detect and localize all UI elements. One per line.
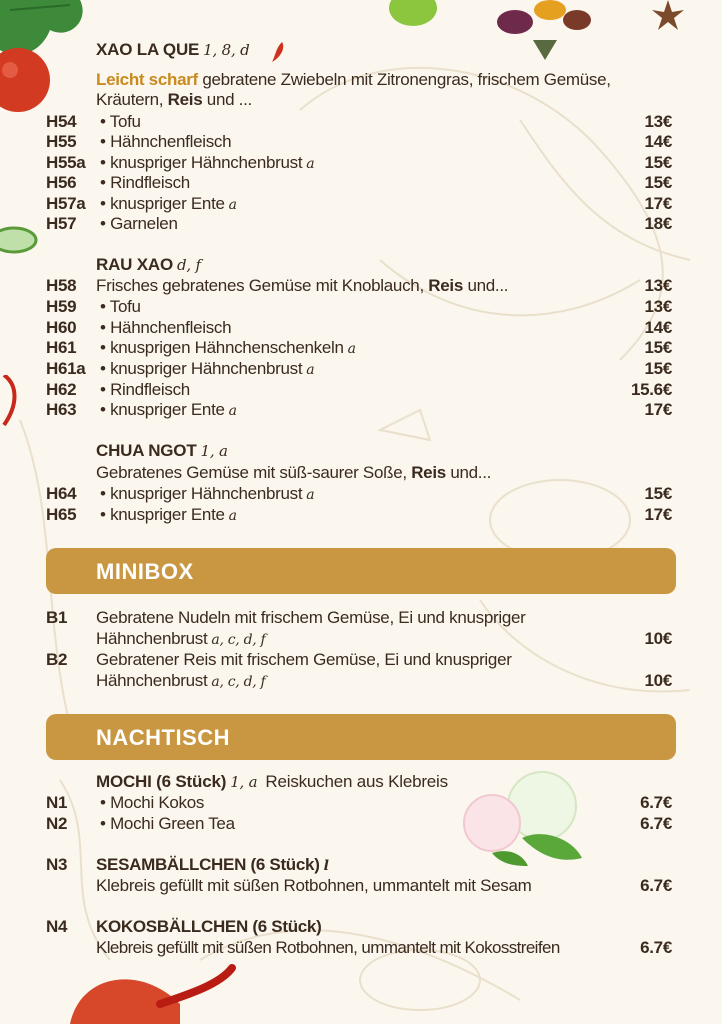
menu-item-H57a [0, 194, 722, 214]
item-name-text: • Rindfleisch [100, 380, 190, 399]
menu-item-B2 [0, 649, 722, 691]
menu-item-N4-title [0, 917, 722, 937]
item-price: 6.7€ [640, 938, 672, 957]
section-title-xao-la-que [96, 40, 250, 60]
item-name-text: • Hähnchenfleisch [100, 318, 232, 337]
allergen-codes: a, c, d, f [211, 632, 266, 648]
item-name [100, 297, 141, 317]
item-price: 6.7€ [640, 876, 672, 895]
chili-icon [268, 40, 288, 64]
item-name-text: • knuspriger Ente [100, 400, 225, 419]
menu-item-H61 [0, 338, 722, 358]
item-price: 15€ [644, 484, 672, 503]
description-text: Kräutern, [96, 90, 168, 109]
item-price: 17€ [644, 505, 672, 524]
item-price: 13€ [644, 112, 672, 131]
item-code: N2 [46, 814, 68, 833]
spicy-label: Leicht scharf [96, 70, 198, 89]
allergen-codes: 1, a [200, 442, 228, 460]
item-code: H54 [46, 112, 77, 131]
spices-illustration [485, 0, 605, 70]
allergen-codes: a [347, 341, 356, 357]
item-description-line: Hähnchenbrust [96, 671, 208, 690]
menu-item-H61a [0, 359, 722, 379]
star-anise-icon [648, 0, 688, 30]
description-text: und... [445, 463, 492, 482]
allergen-codes: d, f [177, 256, 201, 274]
section-banner-minibox [46, 548, 676, 594]
item-code: H63 [46, 400, 77, 419]
menu-item-N4-desc [0, 938, 722, 958]
allergen-codes: a [228, 508, 237, 524]
item-name-text: • knusprigen Hähnchenschenkeln [100, 338, 344, 357]
lime-illustration [385, 0, 445, 40]
item-name [100, 338, 356, 358]
item-code: B2 [46, 650, 68, 669]
menu-item-N2 [0, 814, 722, 834]
dish-title: RAU XAO [96, 255, 173, 274]
item-code: H64 [46, 484, 77, 503]
xao-la-que-description [96, 70, 611, 110]
item-code: B1 [46, 608, 68, 627]
menu-item-H54 [0, 112, 722, 132]
item-description [96, 607, 566, 651]
menu-item-H65 [0, 505, 722, 525]
menu-item-N3-title [0, 855, 722, 875]
item-price: 14€ [644, 318, 672, 337]
item-name-text: • knuspriger Ente [100, 194, 225, 213]
description-text: Gebratenes Gemüse mit süß-saurer Soße, [96, 463, 412, 482]
item-name-text: • knuspriger Hähnchenbrust [100, 153, 303, 172]
menu-item-H60 [0, 318, 722, 338]
allergen-codes: a, c, d, f [211, 674, 266, 690]
dish-title-mochi [96, 772, 448, 792]
item-description: Klebreis gefüllt mit süßen Rotbohnen, ummantelt mit Sesam [96, 876, 532, 895]
item-price: 14€ [644, 132, 672, 151]
item-code: N1 [46, 793, 68, 812]
herb-leaves-illustration [0, 0, 110, 70]
allergen-codes: 1, a [230, 773, 258, 791]
item-name-text: • Rindfleisch [100, 173, 190, 192]
dish-title: CHUA NGOT [96, 441, 197, 460]
item-name-text: • Tofu [100, 112, 141, 131]
item-name-text: • Hähnchenfleisch [100, 132, 232, 151]
item-code: H57 [46, 214, 77, 233]
menu-item-H58 [0, 276, 722, 296]
item-code: H62 [46, 380, 77, 399]
item-price: 6.7€ [640, 793, 672, 812]
allergen-codes: 1, 8, d [203, 41, 250, 59]
item-name-text: • knuspriger Hähnchenbrust [100, 359, 303, 378]
item-name [100, 214, 178, 234]
menu-item-B1 [0, 607, 722, 649]
allergen-codes: a [228, 403, 237, 419]
dish-title: XAO LA QUE [96, 40, 200, 59]
item-description-line: Gebratener Reis mit frischem Gemüse, Ei und knuspriger [96, 650, 512, 669]
item-price: 17€ [644, 400, 672, 419]
allergen-codes: a [228, 197, 237, 213]
tomato-chili-bottom-illustration [60, 964, 240, 1024]
item-price: 10€ [644, 671, 672, 690]
item-code: H55a [46, 153, 86, 172]
tomato-illustration [0, 40, 60, 120]
menu-item-H56 [0, 173, 722, 193]
item-name [100, 505, 237, 525]
item-price: 6.7€ [640, 814, 672, 833]
item-name-text: • knuspriger Ente [100, 505, 225, 524]
allergen-codes: a [306, 362, 315, 378]
section-title-rau-xao [96, 255, 201, 275]
section-title-chua-ngot [96, 441, 228, 461]
item-code: H61 [46, 338, 77, 357]
item-code: H56 [46, 173, 77, 192]
menu-item-H62 [0, 380, 722, 400]
item-name-text: und... [463, 276, 509, 295]
item-code: H58 [46, 276, 77, 295]
item-code: H65 [46, 505, 77, 524]
item-name: • Mochi Green Tea [100, 814, 235, 833]
item-description-line: Gebratene Nudeln mit frischem Gemüse, Ei und knuspriger [96, 608, 526, 627]
item-price: 13€ [644, 276, 672, 295]
item-name [100, 194, 237, 214]
description-text: und ... [202, 90, 252, 109]
item-price: 15€ [644, 359, 672, 378]
item-name [100, 484, 314, 504]
menu-item-H55 [0, 132, 722, 152]
item-name [100, 400, 237, 420]
allergen-codes: l [323, 858, 329, 874]
item-name [100, 112, 141, 132]
item-price: 15€ [644, 153, 672, 172]
dish-title: KOKOSBÄLLCHEN (6 Stück) [96, 917, 322, 936]
item-price: 18€ [644, 214, 672, 233]
dish-title: MOCHI (6 Stück) [96, 772, 227, 791]
dish-description: Reiskuchen aus Klebreis [265, 772, 448, 791]
item-name-text: • knuspriger Hähnchenbrust [100, 484, 303, 503]
menu-item-H57 [0, 214, 722, 234]
item-price: 15.6€ [630, 380, 672, 399]
item-price: 10€ [644, 629, 672, 648]
dish-title [96, 855, 329, 875]
menu-item-H63 [0, 400, 722, 420]
item-name-text: • Garnelen [100, 214, 178, 233]
item-name-bold: Reis [428, 276, 464, 295]
item-name [100, 132, 231, 152]
item-price: 13€ [644, 297, 672, 316]
item-code: H59 [46, 297, 77, 316]
item-code: N4 [46, 917, 68, 936]
description-bold: Reis [411, 463, 446, 482]
banner-title: NACHTISCH [96, 725, 231, 750]
item-code: N3 [46, 855, 68, 874]
item-code: H55 [46, 132, 77, 151]
item-code: H60 [46, 318, 77, 337]
allergen-codes: a [306, 156, 315, 172]
item-name: • Mochi Kokos [100, 793, 205, 812]
dish-title-text: SESAMBÄLLCHEN (6 Stück) [96, 855, 320, 874]
section-banner-nachtisch [46, 714, 676, 760]
allergen-codes: a [306, 487, 315, 503]
description-text: gebratene Zwiebeln mit Zitronengras, frischem Gemüse, [197, 70, 611, 89]
item-name [100, 359, 314, 379]
item-name [100, 380, 190, 400]
chua-ngot-description [96, 463, 491, 483]
item-name [100, 153, 314, 173]
item-description-line: Hähnchenbrust [96, 629, 208, 648]
item-name-text: • Tofu [100, 297, 141, 316]
item-price: 15€ [644, 338, 672, 357]
description-bold: Reis [167, 90, 203, 109]
item-name [100, 173, 190, 193]
menu-item-N3-desc [0, 876, 722, 896]
banner-title: MINIBOX [96, 559, 194, 584]
item-description: Klebreis gefüllt mit süßen Rotbohnen, ummantelt mit Kokosstreifen [96, 938, 560, 957]
item-name [96, 276, 508, 296]
item-description [96, 649, 566, 693]
item-code: H61a [46, 359, 86, 378]
menu-item-H59 [0, 297, 722, 317]
item-code: H57a [46, 194, 86, 213]
item-price: 17€ [644, 194, 672, 213]
item-name [100, 318, 231, 338]
menu-item-H55a [0, 153, 722, 173]
menu-item-N1 [0, 793, 722, 813]
item-price: 15€ [644, 173, 672, 192]
item-name-text: Frisches gebratenes Gemüse mit Knoblauch, [96, 276, 429, 295]
menu-item-H64 [0, 484, 722, 504]
